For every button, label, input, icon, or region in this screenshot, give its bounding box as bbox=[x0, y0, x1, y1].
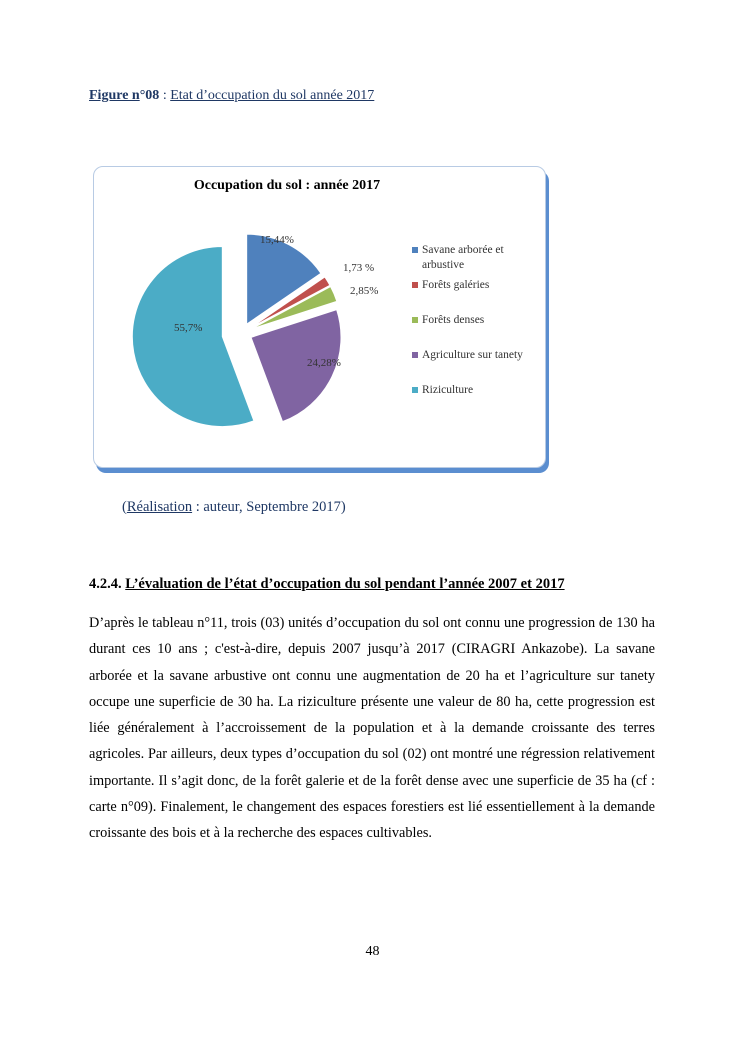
figure-source bbox=[122, 499, 346, 516]
section-number: 4.2.4. bbox=[89, 576, 126, 592]
slice-label-forets-galeries: 1,73 % bbox=[343, 262, 375, 274]
legend-swatch-savane-arboree-et-arbustive bbox=[412, 247, 418, 253]
slice-label-agriculture-sur-tanety: 24,28% bbox=[307, 357, 341, 369]
figure-label: Figure n bbox=[89, 88, 140, 103]
figure-separator: : bbox=[159, 88, 171, 103]
section-heading bbox=[89, 576, 565, 593]
page-number: 48 bbox=[365, 944, 380, 959]
pie-chart-frame bbox=[93, 166, 546, 468]
slice-label-savane-arboree-et-arbustive: 15,44% bbox=[260, 234, 294, 246]
source-open: ( bbox=[122, 499, 127, 515]
legend-swatch-agriculture-sur-tanety bbox=[412, 352, 418, 358]
figure-caption bbox=[89, 88, 374, 104]
legend-label-forets-galeries: Forêts galéries bbox=[422, 279, 490, 291]
slice-label-riziculture: 55,7% bbox=[174, 322, 203, 334]
legend-label-forets-denses: Forêts denses bbox=[422, 314, 485, 326]
pie-slice-riziculture bbox=[132, 247, 254, 427]
legend-swatch-riziculture bbox=[412, 387, 418, 393]
source-label: Réalisation bbox=[126, 499, 193, 515]
legend-label-agriculture-sur-tanety: Agriculture sur tanety bbox=[422, 349, 523, 361]
chart-title: Occupation du sol : année 2017 bbox=[193, 178, 381, 193]
legend-label-savane-arboree-et-arbustive: Savane arborée et bbox=[422, 244, 504, 256]
slice-label-forets-denses: 2,85% bbox=[350, 285, 379, 297]
legend-swatch-forets-galeries bbox=[412, 282, 418, 288]
legend-swatch-forets-denses bbox=[412, 317, 418, 323]
legend-label-savane-arboree-et-arbustive-line-2: arbustive bbox=[422, 259, 465, 271]
legend-label-riziculture: Riziculture bbox=[422, 384, 474, 396]
source-text: : auteur, Septembre 2017) bbox=[192, 499, 346, 515]
pie-chart bbox=[94, 167, 545, 467]
figure-title: Etat d’occupation du sol année 2017 bbox=[170, 88, 375, 103]
figure-number: °08 bbox=[139, 88, 160, 103]
section-title: L’évaluation de l’état d’occupation du sol pendant l’année 2007 et 2017 bbox=[125, 576, 565, 592]
body-paragraph: D’après le tableau n°11, trois (03) unités d’occupation du sol ont connu une progression de 130 ha durant ces 10 ans ; c'est-à-dire, depuis 2007 jusqu’à 2017 (CIRAGRI Ankazobe). La savane arborée et la savane arbustive ont connu une augmentation de 20 ha et l’agriculture sur tanety occupe une superficie de 30 ha. La riziculture présente une valeur de 80 ha, cette progression est liée généralement à l’accroissement de la population et à la demande croissante des terres agricoles. Par ailleurs, deux types d’occupation du sol (02) ont montré une régression relativement importante. Il s’agit donc, de la forêt galerie et de la forêt dense avec une superficie de 35 ha (cf : carte n°09). Finalement, le changement des espaces forestiers est lié essentiellement à la demande croissante des bois et à la recherche des espaces cultivables. bbox=[89, 615, 655, 842]
